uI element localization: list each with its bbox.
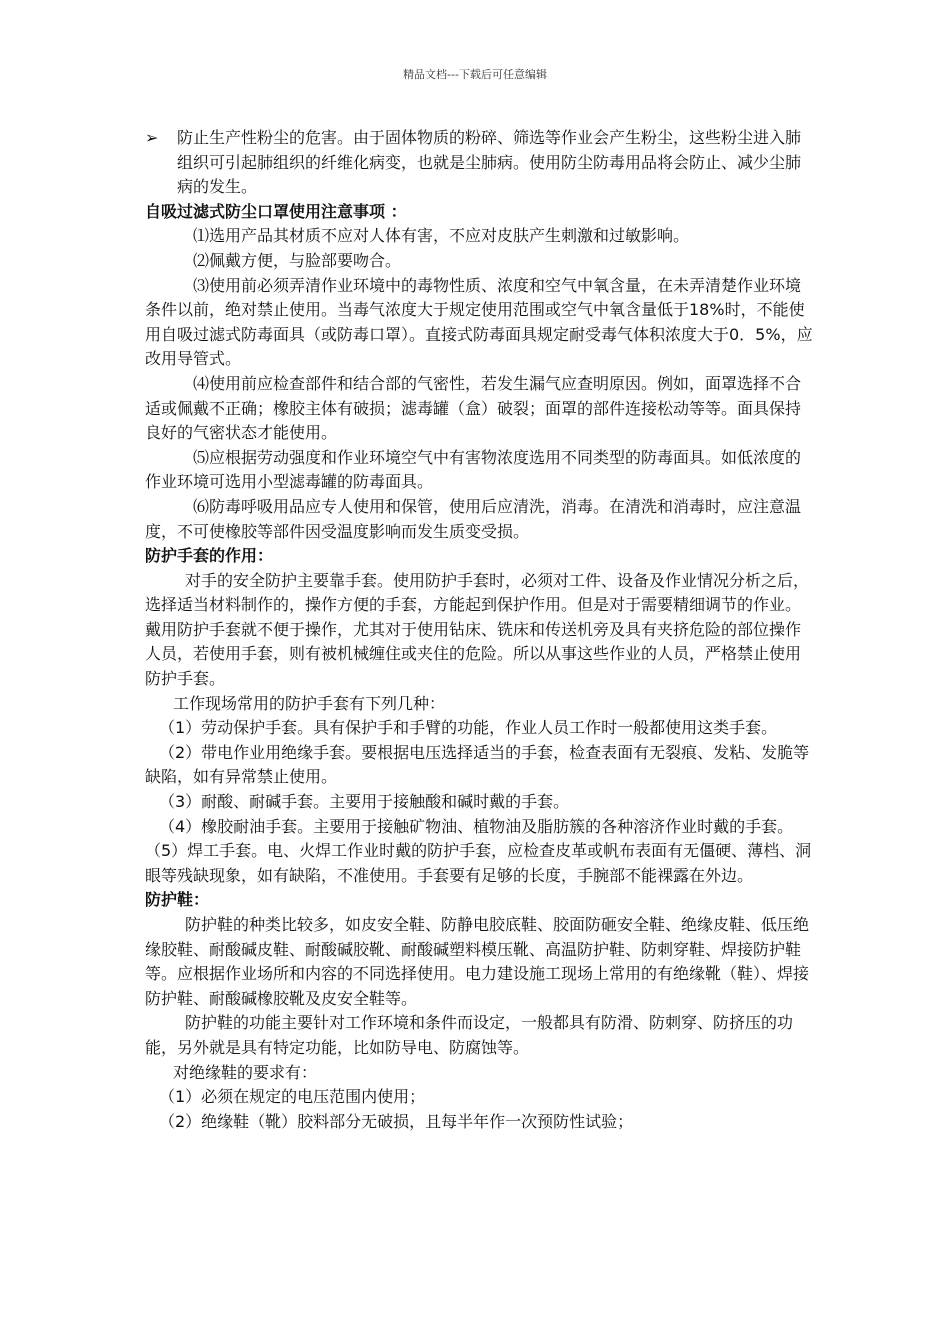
mask-item-3: ⑶使用前必须弄清作业环境中的毒物性质、浓度和空气中氧含量，在未弄清楚作业环境条件以前，绝对禁止使用。当毒气浓度大于规定使用范围或空气中氧含量低于18%时，不能使用自吸过滤式防毒面具（或防毒口罩）。直接式防毒面具规定耐受毒气体积浓度大于0．5%，应改用导管式。: [145, 275, 813, 369]
section-heading-shoes: 防护鞋：: [145, 890, 210, 910]
section-heading-mask: 自吸过滤式防尘口罩使用注意事项 ：: [145, 201, 407, 221]
shoe-item-1: （1）必须在规定的电压范围内使用；: [159, 1087, 426, 1107]
shoes-list-intro: 对绝缘鞋的要求有：: [173, 1062, 318, 1082]
glove-item-1: （1）劳动保护手套。具有保护手和手臂的功能，作业人员工作时一般都使用这类手套。: [159, 718, 778, 738]
mask-item-6: ⑹防毒呼吸用品应专人使用和保管，使用后应清洗，消毒。在清洗和消毒时，应注意温度，不可使橡胶等部件因受温度影响而发生质变受损。: [145, 496, 802, 541]
document-body: [145, 126, 818, 1134]
glove-item-4: （4）橡胶耐油手套。主要用于接触矿物油、植物油及脂肪簇的各种溶济作业时戴的手套。 （5）焊工手套。电、火焊工作业时戴的防护手套，应检查皮革或帆布表面有无僵硬、薄档、洞眼等残缺现象，如有缺陷，不准使用。手套要有足够的长度，手腕部不能裸露在外边。: [145, 816, 818, 885]
section-heading-gloves: 防护手套的作用：: [145, 546, 274, 566]
arrow-bullet-icon: ➢: [145, 128, 159, 147]
mask-item-1: ⑴选用产品其材质不应对人体有害，不应对皮肤产生刺激和过敏影响。: [193, 226, 690, 246]
mask-item-2: ⑵佩戴方便，与脸部要吻合。: [193, 250, 402, 270]
page-header: 精品文档---下载后可任意编辑: [403, 68, 547, 81]
shoes-paragraph-2: 防护鞋的功能主要针对工作环境和条件而设定，一般都具有防滑、防刺穿、防挤压的功能，另外就是具有特定功能，比如防导电、防腐蚀等。: [145, 1013, 794, 1057]
intro-text: 防止生产性粉尘的危害。由于固体物质的粉碎、筛选等作业会产生粉尘，这些粉尘进入肺组织可引起肺组织的纤维化病变，也就是尘肺病。使用防尘防毒用品将会防止、减少尘肺病的发生。: [177, 128, 802, 197]
glove-item-2: （2）带电作业用绝缘手套。要根据电压选择适当的手套，检查表面有无裂痕、发粘、发脆等缺陷，如有异常禁止使用。: [145, 742, 810, 787]
gloves-paragraph: 对手的安全防护主要靠手套。使用防护手套时，必须对工件、设备及作业情况分析之后，选择适当材料制作的，操作方便的手套，方能起到保护作用。但是对于需要精细调节的作业。戴用防护手套就不便于操作，尤其对于使用钻床、铣床和传送机旁及具有夹挤危险的部位操作人员，若使用手套，则有被机械缠住或夹住的危险。所以从事这些作业的人员，严格禁止使用防护手套。: [145, 570, 810, 689]
shoes-paragraph-1: 防护鞋的种类比较多，如皮安全鞋、防静电胶底鞋、胶面防砸安全鞋、绝缘皮鞋、低压绝缘胶鞋、耐酸碱皮鞋、耐酸碱胶靴、耐酸碱塑料模压靴、高温防护鞋、防刺穿鞋、焊接防护鞋等。应根据作业场所和内容的不同选择使用。电力建设施工现场上常用的有绝缘靴（鞋）、焊接防护鞋、耐酸碱橡胶靴及皮安全鞋等。: [145, 915, 810, 1008]
intro-paragraph: [145, 126, 815, 200]
gloves-list-intro: 工作现场常用的防护手套有下列几种：: [173, 693, 446, 713]
mask-item-5: ⑸应根据劳动强度和作业环境空气中有害物浓度选用不同类型的防毒面具。如低浓度的作业环境可选用小型滤毒罐的防毒面具。: [145, 447, 802, 492]
glove-item-3: （3）耐酸、耐碱手套。主要用于接触酸和碱时戴的手套。: [159, 792, 570, 812]
mask-item-4: ⑷使用前应检查部件和结合部的气密性，若发生漏气应查明原因。例如，面罩选择不合适或佩戴不正确；橡胶主体有破损；滤毒罐（盒）破裂；面罩的部件连接松动等等。面具保持良好的气密状态才能使用。: [145, 373, 802, 443]
shoe-item-2: （2）绝缘鞋（靴）胶料部分无破损，且每半年作一次预防性试验；: [159, 1111, 634, 1131]
